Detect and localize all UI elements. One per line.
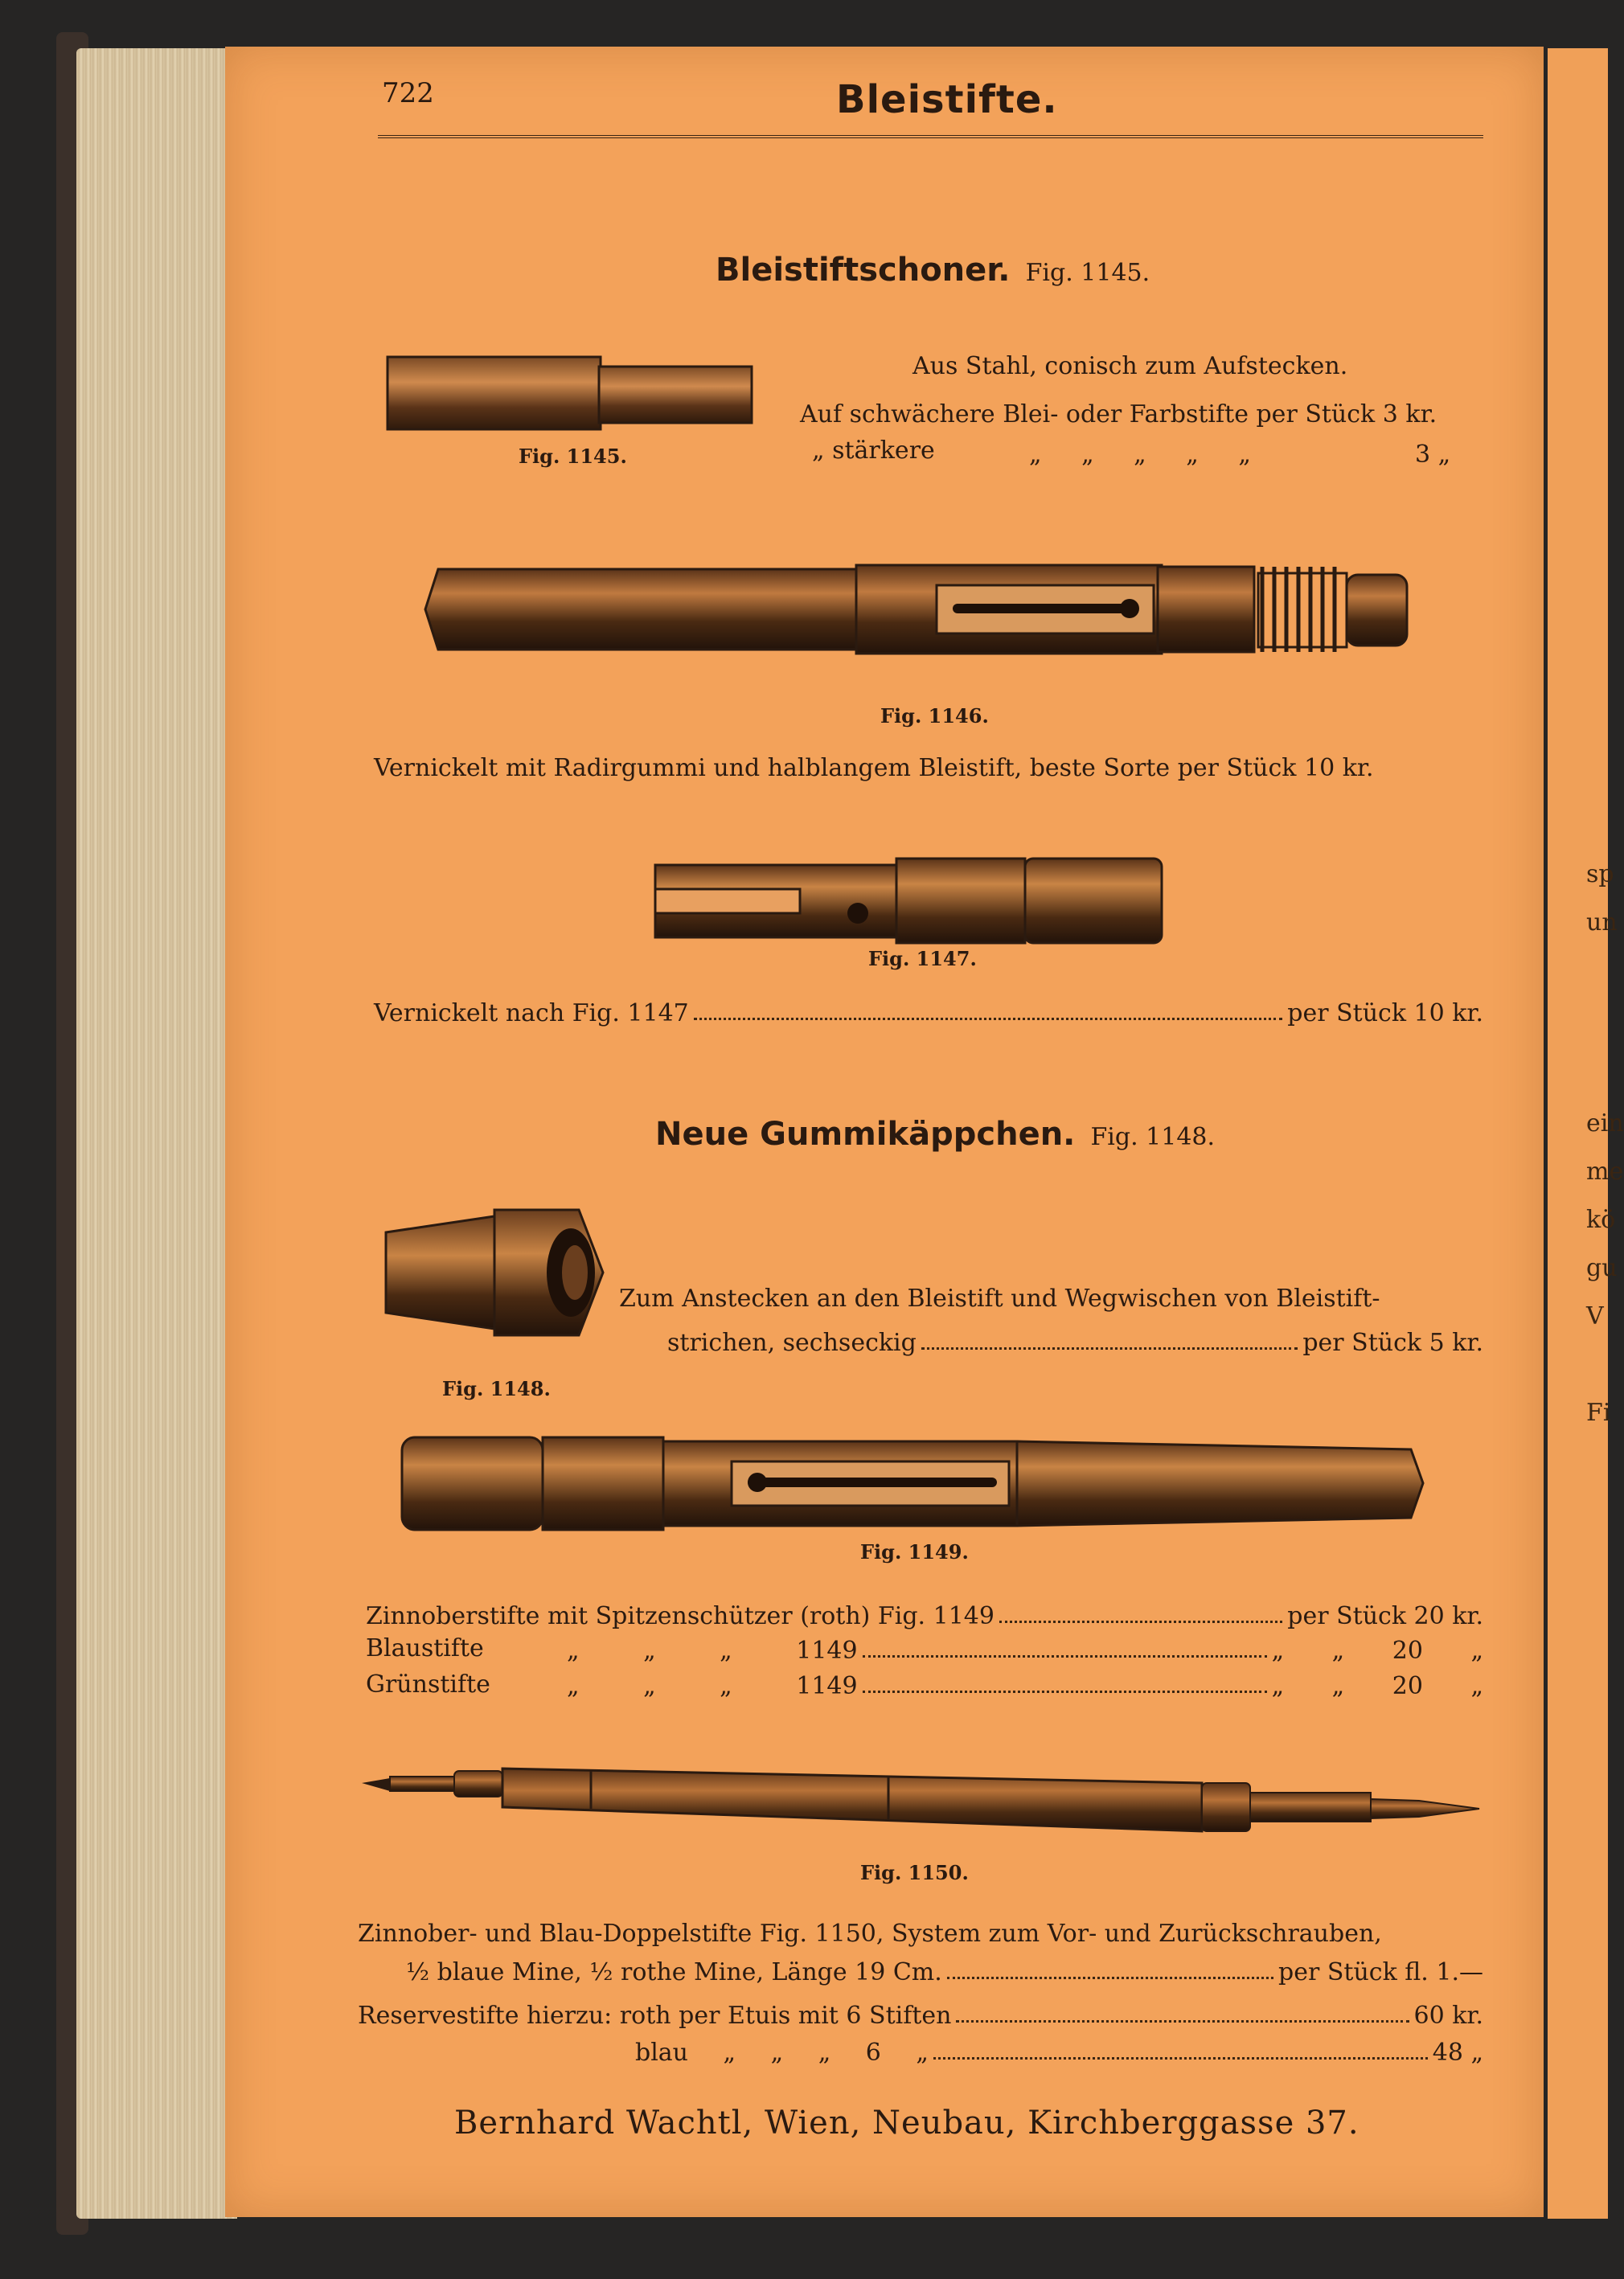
price-row-label: Zinnoberstifte mit Spitzenschützer (roth) Fig. 1149 [366, 1602, 994, 1630]
leader-dots [999, 1602, 1282, 1623]
figure-caption: Fig. 1149. [860, 1540, 969, 1564]
price-line-label: „ stärkere [812, 437, 935, 465]
next-page-fragment: ein [1586, 1109, 1624, 1137]
section-heading-gummikaeppchen [655, 1116, 1215, 1153]
price-row-fig-1149-blau [567, 1637, 1483, 1665]
section-title: Neue Gummikäppchen. [655, 1116, 1076, 1153]
publisher-footer: Bernhard Wachtl, Wien, Neubau, Kirchberggasse 37. [454, 2105, 1359, 2142]
price-row-label: ½ blaue Mine, ½ rothe Mine, Länge 19 Cm. [406, 1958, 942, 1986]
next-page-fragment: kö [1586, 1206, 1616, 1234]
price-line: Auf schwächere Blei- oder Farbstifte per Stück 3 kr. [800, 400, 1437, 428]
page-edges [76, 48, 237, 2219]
price-row-fig-1149-zinnober [366, 1602, 1483, 1630]
price-row-label: Reservestifte hierzu: roth per Etuis mit 6 Stiften [358, 2002, 952, 2030]
price-row-value: per Stück 10 kr. [1287, 999, 1483, 1027]
figure-caption: Fig. 1146. [880, 704, 989, 728]
figure-reference: Fig. 1145. [1025, 259, 1150, 287]
ditto-marks: „ „ „ 1149 [567, 1672, 858, 1700]
description-text: Zinnober- und Blau-Doppelstifte Fig. 1150, System zum Vor- und Zurückschrauben, [358, 1920, 1382, 1948]
price-value: 3 „ [1415, 441, 1451, 469]
price-row-value: 60 kr. [1413, 2002, 1483, 2030]
leader-dots [956, 2002, 1409, 2023]
price-row-fig-1149-gruen [567, 1672, 1483, 1700]
illustration-fig-1145 [386, 350, 756, 439]
section-heading-bleistiftschoner [716, 252, 1150, 289]
illustration-fig-1150 [358, 1759, 1483, 1847]
price-row-label: Vernickelt nach Fig. 1147 [374, 999, 689, 1027]
illustration-fig-1149 [394, 1417, 1431, 1546]
price-row-reserve-roth [358, 2002, 1483, 2030]
price-row-fig-1147 [374, 999, 1483, 1027]
price-row-fig-1150 [406, 1958, 1483, 1986]
price-row-value: „ „ 20 „ [1271, 1637, 1483, 1665]
leader-dots [694, 999, 1283, 1020]
leader-dots [863, 1637, 1267, 1658]
figure-caption: Fig. 1147. [868, 947, 977, 970]
price-row-reserve-blau [635, 2039, 1483, 2067]
leader-dots [921, 1329, 1298, 1350]
price-row-value: 48 „ [1432, 2039, 1483, 2067]
description-text: Vernickelt mit Radirgummi und halblangem Bleistift, beste Sorte per Stück 10 kr. [374, 754, 1374, 782]
page-title: Bleistifte. [836, 77, 1058, 122]
ditto-marks: „ „ „ „ „ [1029, 441, 1251, 469]
next-page-fragment: me [1586, 1158, 1624, 1186]
next-page-fragment: un [1586, 908, 1618, 937]
description-text: Zum Anstecken an den Bleistift und Wegwischen von Bleistift- [619, 1285, 1380, 1313]
next-page-fragment: Fi [1586, 1399, 1611, 1427]
price-row-label: strichen, sechseckig [667, 1329, 917, 1357]
figure-reference: Fig. 1148. [1090, 1123, 1216, 1151]
figure-caption: Fig. 1145. [519, 445, 627, 468]
price-row-value: „ „ 20 „ [1271, 1672, 1483, 1700]
price-row-value: per Stück fl. 1.— [1278, 1958, 1483, 1986]
description-text: Aus Stahl, conisch zum Aufstecken. [912, 352, 1348, 380]
price-row-label: Grünstifte [366, 1670, 490, 1699]
illustration-fig-1146 [422, 549, 1419, 670]
price-row-value: per Stück 20 kr. [1287, 1602, 1483, 1630]
price-row-fig-1148 [667, 1329, 1483, 1357]
page-number: 722 [382, 77, 434, 109]
price-row-label: blau „ „ „ 6 „ [635, 2039, 929, 2067]
illustration-fig-1148 [374, 1200, 615, 1345]
leader-dots [863, 1672, 1267, 1693]
section-title: Bleistiftschoner. [716, 252, 1011, 289]
price-row-label: Blaustifte [366, 1634, 484, 1662]
ditto-marks: „ „ „ 1149 [567, 1637, 858, 1665]
catalog-page [225, 47, 1544, 2217]
next-page-fragment: sp [1586, 860, 1614, 888]
next-page-strip [1548, 48, 1624, 2219]
next-page-fragment: gu [1586, 1254, 1618, 1282]
header-rule [378, 135, 1483, 138]
leader-dots [933, 2039, 1428, 2060]
figure-caption: Fig. 1148. [442, 1377, 551, 1400]
figure-caption: Fig. 1150. [860, 1861, 969, 1884]
leader-dots [947, 1958, 1273, 1979]
next-page-fragment: V [1586, 1302, 1604, 1330]
price-row-value: per Stück 5 kr. [1302, 1329, 1483, 1357]
